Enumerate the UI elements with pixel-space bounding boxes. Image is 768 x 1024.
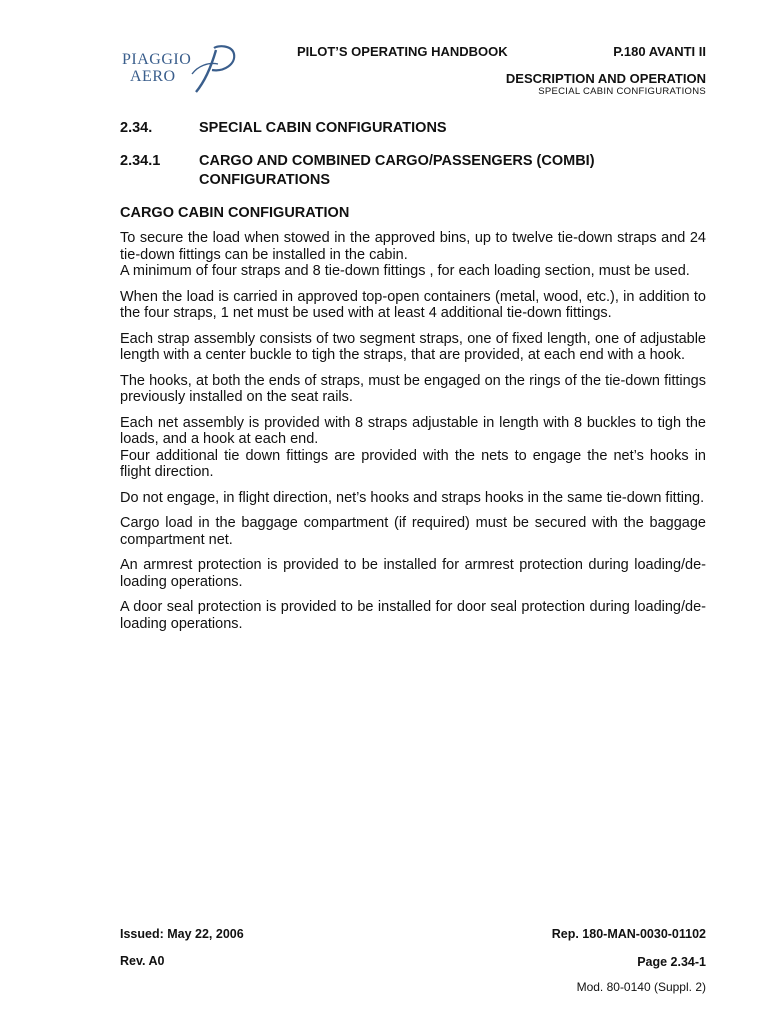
paragraph-line: When the load is carried in approved top-open containers (metal, wood, etc.), in addition to the four straps, 1 net must be used with at least 4 additional tie-down fittings. xyxy=(120,288,706,321)
subsection-number: 2.34.1 xyxy=(120,153,161,169)
chapter-title: DESCRIPTION AND OPERATION xyxy=(505,71,706,86)
paragraph xyxy=(120,415,706,481)
aircraft-model: P.180 AVANTI II xyxy=(613,44,706,59)
subsection-heading xyxy=(120,152,706,190)
paragraph-line: The hooks, at both the ends of straps, must be engaged on the rings of the tie-down fittings previously installed on the seat rails. xyxy=(120,372,706,405)
revision: Rev. A0 xyxy=(120,954,165,968)
paragraph-line: To secure the load when stowed in the approved bins, up to twelve tie-down straps and 24 tie-down fittings can be installed in the cabin. xyxy=(120,230,706,263)
page-content xyxy=(120,120,706,641)
paragraph xyxy=(120,230,706,280)
issued-date: Issued: May 22, 2006 xyxy=(120,927,244,941)
logo-line2: AERO xyxy=(130,68,176,85)
logo-p-mark-icon xyxy=(188,44,244,96)
paragraph xyxy=(120,557,706,590)
section-heading xyxy=(120,120,706,136)
section-number: 2.34. xyxy=(120,120,153,136)
modification-note: Mod. 80-0140 (Suppl. 2) xyxy=(576,980,706,994)
paragraph-line: A door seal protection is provided to be installed for door seal protection during loading/de-loading operations. xyxy=(120,599,706,632)
paragraph-line: An armrest protection is provided to be installed for armrest protection during loading/de-loading operations. xyxy=(120,557,706,590)
paragraph xyxy=(120,373,706,406)
report-number: Rep. 180-MAN-0030-01102 xyxy=(551,927,706,941)
paragraph-line: Cargo load in the baggage compartment (if required) must be secured with the baggage compartment net. xyxy=(120,515,706,548)
paragraph xyxy=(120,331,706,364)
handbook-title: PILOT’S OPERATING HANDBOOK xyxy=(297,44,508,59)
page-number: Page 2.34-1 xyxy=(637,955,706,969)
paragraph xyxy=(120,515,706,548)
paragraph xyxy=(120,599,706,632)
piaggio-aero-logo xyxy=(118,44,243,96)
subsection-title xyxy=(199,152,595,190)
subsection-title-line1: CARGO AND COMBINED CARGO/PASSENGERS (COMBI) xyxy=(199,153,595,169)
paragraph-line: Do not engage, in flight direction, net’s hooks and straps hooks in the same tie-down fitting. xyxy=(120,489,705,506)
section-title: SPECIAL CABIN CONFIGURATIONS xyxy=(199,120,447,136)
paragraph-line: Each strap assembly consists of two segment straps, one of fixed length, one of adjustable length with a center buckle to tigh the straps, that are provided, at each end with a hook. xyxy=(120,330,706,363)
paragraph xyxy=(120,490,706,507)
cargo-heading: CARGO CABIN CONFIGURATION xyxy=(120,205,350,221)
chapter-subtitle: SPECIAL CABIN CONFIGURATIONS xyxy=(538,86,706,97)
paragraph-line: A minimum of four straps and 8 tie-down fittings , for each loading section, must be used. xyxy=(120,263,690,279)
paragraph-line: Each net assembly is provided with 8 straps adjustable in length with 8 buckles to tigh the loads, and a hook at each end. xyxy=(120,414,706,447)
paragraph xyxy=(120,289,706,322)
subsection-title-line2: CONFIGURATIONS xyxy=(199,172,331,188)
logo-line1: PIAGGIO xyxy=(122,51,192,68)
paragraph-line: Four additional tie down fittings are provided with the nets to engage the net’s hooks in flight direction. xyxy=(120,447,706,480)
